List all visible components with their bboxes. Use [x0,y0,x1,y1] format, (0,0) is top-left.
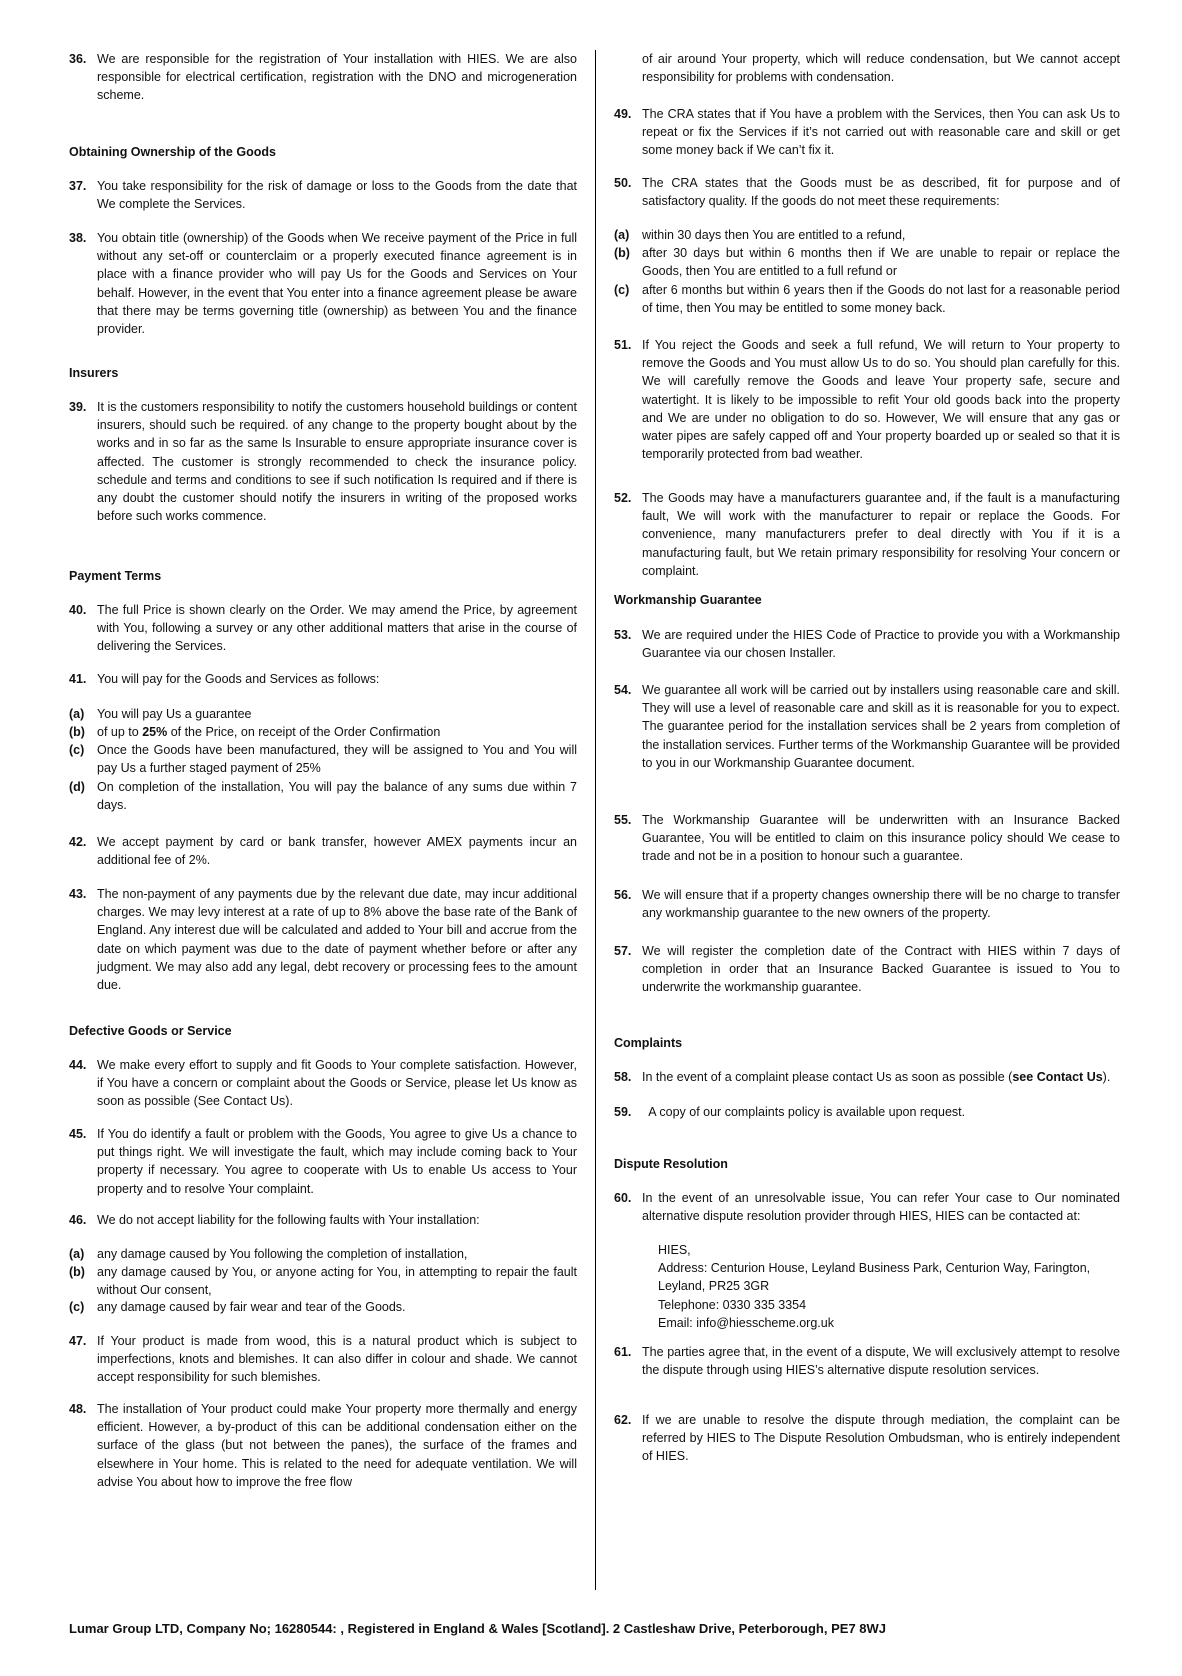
heading-payment-terms: Payment Terms [69,569,162,583]
clause-37: 37. You take responsibility for the risk of damage or loss to the Goods from the date that We complete the Services. [69,179,577,212]
clause-41a: (a) You will pay Us a guarantee [69,707,252,721]
clause-53: 53. We are required under the HIES Code of Practice to provide you with a Workmanship Guarantee via our chosen Installer. [614,628,1120,661]
clause-47: 47. If Your product is made from wood, this is a natural product which is subject to imperfections, knots and blemishes. It can also differ in colour and shade. We cannot accept responsibility for such blemishes. [69,1334,577,1385]
clause-36: 36. We are responsible for the registration of Your installation with HIES. We are also responsible for electrical certification, registration with the DNO and microgeneration scheme. [69,52,577,103]
clause-40: 40. The full Price is shown clearly on the Order. We may amend the Price, by agreement with You, following a survey or any other additional matters that arise in the course of delivering the Services. [69,603,577,654]
clause-55: 55. The Workmanship Guarantee will be underwritten with an Insurance Backed Guarantee, You will be entitled to claim on this insurance policy should We cease to trade and not be in a position to honour such a guarantee. [614,813,1120,864]
address-line-street: Address: Centurion House, Leyland Business Park, Centurion Way, Farington, Leyland, PR25 3GR [658,1261,1091,1294]
clause-50c: (c) after 6 months but within 6 years then if the Goods do not last for a reasonable period of time, then You may be entitled to some money back. [614,283,1120,316]
clause-41: 41. You will pay for the Goods and Services as follows: [69,672,380,686]
heading-insurers: Insurers [69,366,119,380]
clause-38: 38. You obtain title (ownership) of the Goods when We receive payment of the Price in full without any set-off or counterclaim or a properly executed finance agreement is in place with a finance provider who will pay Us for the Goods and Services on Your behalf. However, in the event that You enter into a finance agreement please be aware that there may be terms governing title (ownership) as between You and the finance provider. [69,231,577,337]
clause-50b: (b) after 30 days but within 6 months then if We are unable to repair or replace the Goods, then You are entitled to a full refund or [614,246,1120,279]
clause-54: 54. We guarantee all work will be carried out by installers using reasonable care and skill. They will use a level of reasonable care and skill as it is reasonable for you to expect. The guarantee period for the installation services shall be 2 years from completion of the installation services. Further terms of the Workmanship Guarantee will be provided to you in our Workmanship Guarantee document. [614,683,1120,770]
address-line-name: HIES, [658,1243,691,1257]
clause-42: 42. We accept payment by card or bank transfer, however AMEX payments incur an additional fee of 2%. [69,835,577,868]
clause-48-continued: of air around Your property, which will reduce condensation, but We cannot accept responsibility for problems with condensation. [642,52,1120,85]
clause-60: 60. In the event of an unresolvable issue, You can refer Your case to Our nominated alternative dispute resolution provider through HIES, HIES can be contacted at: [614,1191,1120,1224]
clause-46b: (b) any damage caused by You, or anyone acting for You, in attempting to repair the fault without Our consent, [69,1265,577,1298]
clause-46a: (a) any damage caused by You following the completion of installation, [69,1247,468,1261]
clause-62: 62. If we are unable to resolve the dispute through mediation, the complaint can be referred by HIES to The Dispute Resolution Ombudsman, who is entirely independent of HIES. [614,1413,1120,1464]
clause-57: 57. We will register the completion date of the Contract with HIES within 7 days of completion in order that an Insurance Backed Guarantee is issued to You to underwrite the workmanship guarantee. [614,944,1120,995]
clause-52: 52. The Goods may have a manufacturers guarantee and, if the fault is a manufacturing fault, We will work with the manufacturer to repair or replace the Goods. For convenience, many manufacturers prefer to deal directly with You if it is a manufacturing fault, but We retain primary responsibility for resolving Your concern or complaint. [614,491,1120,578]
clause-43: 43. The non-payment of any payments due by the relevant due date, may incur additional charges. We may levy interest at a rate of up to 8% above the base rate of the Bank of England. Any interest due will be calculated and added to Your bill and accrue from the date on which payment was due to the date of payment whether before or after any judgment. We may also add any legal, debt recovery or processing fees to the amount due. [69,887,577,993]
clause-61: 61. The parties agree that, in the event of a dispute, We will exclusively attempt to resolve the dispute through using HIES’s alternative dispute resolution services. [614,1345,1120,1378]
clause-41b: (b) of up to 25% of the Price, on receipt of the Order Confirmation [69,725,441,739]
clause-58: 58. In the event of a complaint please contact Us as soon as possible (see Contact Us). [614,1070,1111,1084]
clause-59: 59. A copy of our complaints policy is available upon request. [614,1105,966,1119]
clause-46: 46. We do not accept liability for the following faults with Your installation: [69,1213,480,1227]
clause-41d: (d) On completion of the installation, You will pay the balance of any sums due within 7 days. [69,780,577,813]
clause-50a: (a) within 30 days then You are entitled to a refund, [614,228,906,242]
heading-obtaining-ownership: Obtaining Ownership of the Goods [69,145,276,159]
clause-44: 44. We make every effort to supply and fit Goods to Your complete satisfaction. However, if You have a concern or complaint about the Goods or Service, please let Us know as soon as possible (See Contact Us). [69,1058,577,1109]
clause-49: 49. The CRA states that if You have a problem with the Services, then You can ask Us to repeat or fix the Services if it’s not carried out with reasonable care and skill or get some money back if We can’t fix it. [614,107,1120,158]
page-footer: Lumar Group LTD, Company No; 16280544: , Registered in England & Wales [Scotland]. 2 Castleshaw Drive, Peterborough, PE7 8WJ [69,1621,887,1636]
clause-39: 39. It is the customers responsibility to notify the customers household buildings or content insurers, should such be required. of any change to the property bought about by the works and in so far as the same ls Insurable to ensure appropriate insurance cover is affected. The customer is strongly recommended to check the insurance policy. schedule and terms and conditions to see if such notification Is required and if there is any doubt the customer should notify the insurers in writing of the proposed works before such works commence. [69,400,577,524]
clause-48: 48. The installation of Your product could make Your property more thermally and energy efficient. However, a by-product of this can be additional condensation either on the surface of the glass (but not between the panes), the surface of the frames and elsewhere in Your home. This is related to the need for adequate ventilation. We will advise You about how to improve the free flow [69,1402,577,1489]
clause-50: 50. The CRA states that the Goods must be as described, fit for purpose and of satisfactory quality. If the goods do not meet these requirements: [614,176,1120,209]
hies-address-block [614,1241,1120,1332]
address-line-telephone: Telephone: 0330 335 3354 [658,1297,807,1312]
heading-dispute-resolution: Dispute Resolution [614,1157,728,1171]
clause-45: 45. If You do identify a fault or problem with the Goods, You agree to give Us a chance to put things right. We will investigate the fault, which may include coming back to Your property if necessary. You agree to cooperate with Us to enable Us access to Your property and to resolve Your complaint. [69,1127,577,1196]
clause-56: 56. We will ensure that if a property changes ownership there will be no charge to transfer any workmanship guarantee to the new owners of the property. [614,888,1120,921]
column-divider [595,50,596,1590]
heading-workmanship-guarantee: Workmanship Guarantee [614,593,762,607]
clause-46c: (c) any damage caused by fair wear and tear of the Goods. [69,1300,406,1314]
heading-complaints: Complaints [614,1036,683,1050]
clause-41c: (c) Once the Goods have been manufactured, they will be assigned to You and You will pay Us a further staged payment of 25% [69,743,577,776]
heading-defective-goods: Defective Goods or Service [69,1024,232,1038]
address-line-email: Email: info@hiesscheme.org.uk [658,1315,834,1330]
clause-51: 51. If You reject the Goods and seek a full refund, We will return to Your property to remove the Goods and You must allow Us to do so. You should plan carefully for this. We will carefully remove the Goods and leave Your property safe, secure and watertight. It is likely to be impossible to refit Your old goods back into the property and We are under no obligation to do so. However, We will ensure that any gas or water pipes are safely capped off and Your property boarded up or sealed so that it is temporarily protected from bad weather. [614,338,1120,462]
